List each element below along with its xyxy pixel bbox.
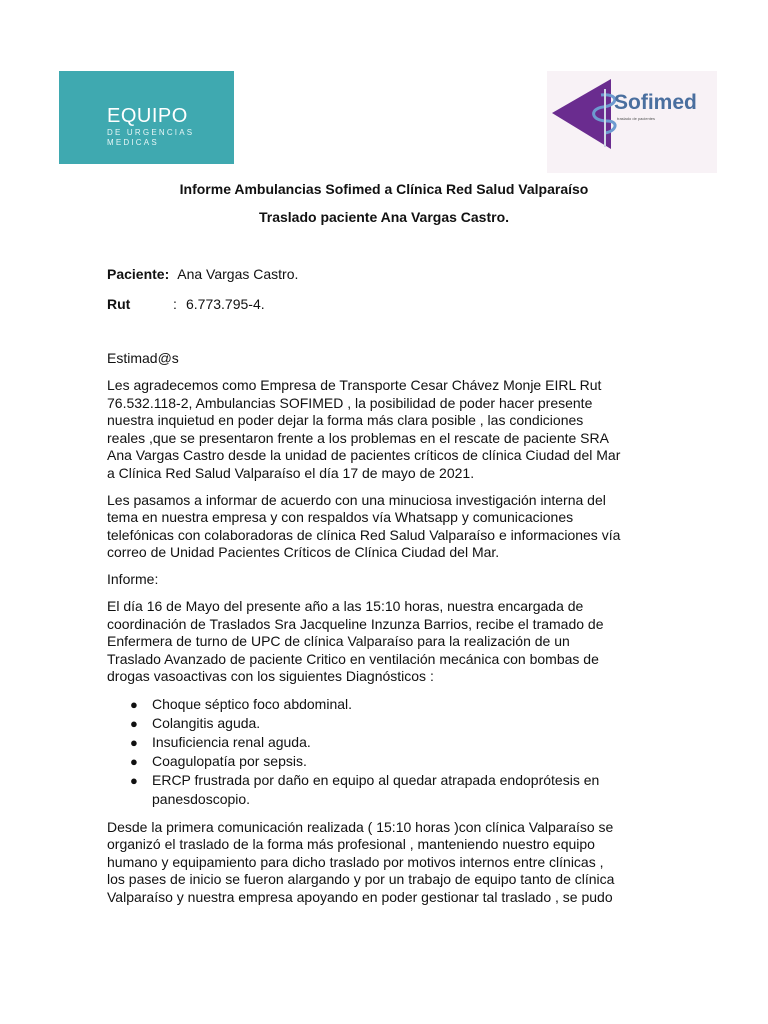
paragraph-line: telefónicas con colaboradoras de clínica Red Salud Valparaíso e informaciones vía bbox=[107, 526, 621, 543]
logo-left-brand: EQUIPO bbox=[107, 105, 188, 127]
patient-rut-label: Rut bbox=[107, 296, 131, 312]
list-item bbox=[130, 714, 667, 733]
paragraph-line: coordinación de Traslados Sra Jacqueline Inzunza Barrios, recibe el tramado de bbox=[107, 615, 604, 632]
patient-rut-separator: : bbox=[173, 296, 177, 312]
logo-equipo-urgencias bbox=[59, 71, 234, 164]
patient-name-label: Paciente: bbox=[107, 266, 170, 282]
list-item bbox=[130, 771, 667, 809]
paragraph-line: Traslado Avanzado de paciente Critico en ventilación mecánica con bombas de bbox=[107, 650, 599, 667]
paragraph-coordination bbox=[107, 819, 667, 907]
bullet-icon: ● bbox=[130, 773, 138, 788]
paragraph-report bbox=[107, 598, 667, 686]
logo-right-brand: Sofimed bbox=[614, 91, 697, 114]
patient-rut-field bbox=[107, 295, 265, 313]
paragraph-line: organizó el traslado de la forma más profesional , manteniendo nuestro equipo bbox=[107, 836, 595, 852]
paragraph-line: a Clínica Red Salud Valparaíso el día 17 de mayo de 2021. bbox=[107, 464, 475, 481]
diagnosis-list bbox=[107, 695, 667, 809]
paragraph-line: humano y equipamiento para dicho traslado por motivos internos entre clínicas , bbox=[107, 853, 604, 870]
list-item bbox=[130, 752, 667, 771]
paragraph-investigation bbox=[107, 492, 667, 562]
paragraph-line: Enfermera de turno de UPC de clínica Valparaíso para la realización de un bbox=[107, 633, 570, 649]
logo-left-subline-2: MEDICAS bbox=[107, 138, 159, 147]
greeting: Estimad@s bbox=[107, 350, 179, 366]
diagnosis-text: Coagulopatía por sepsis. bbox=[152, 753, 307, 769]
diagnosis-text-continued: panesdoscopio. bbox=[152, 791, 251, 807]
bullet-icon: ● bbox=[130, 716, 138, 731]
paragraph-line: El día 16 de Mayo del presente año a las 15:10 horas, nuestra encargada de bbox=[107, 598, 584, 614]
paragraph-line: Les agradecemos como Empresa de Transporte Cesar Chávez Monje EIRL Rut bbox=[107, 377, 602, 393]
paragraph-line: Valparaíso y nuestra empresa apoyando en poder gestionar tal traslado , se pudo bbox=[107, 888, 613, 905]
patient-name-field bbox=[107, 265, 298, 283]
list-item bbox=[130, 695, 667, 714]
paragraph-line: 76.532.118-2, Ambulancias SOFIMED , la posibilidad de poder hacer presente bbox=[107, 394, 593, 411]
diagnosis-text: ERCP frustrada por daño en equipo al quedar atrapada endoprótesis en bbox=[152, 772, 600, 788]
list-item bbox=[130, 733, 667, 752]
report-title: Informe Ambulancias Sofimed a Clínica Red Salud Valparaíso bbox=[179, 181, 589, 197]
logo-sofimed bbox=[547, 71, 717, 173]
paragraph-line: los pases de inicio se fueron alargando y por un trabajo de equipo tanto de clínica bbox=[107, 871, 615, 887]
sofimed-emblem-icon bbox=[547, 71, 717, 173]
logo-left-subline-1: DE URGENCIAS bbox=[107, 128, 195, 137]
logo-right-tagline: traslado de pacientes bbox=[617, 116, 656, 121]
patient-name-value: Ana Vargas Castro. bbox=[177, 266, 299, 282]
report-subtitle: Traslado paciente Ana Vargas Castro. bbox=[258, 209, 510, 225]
patient-rut-value: 6.773.795-4. bbox=[186, 296, 265, 312]
paragraph-thanks bbox=[107, 377, 667, 482]
paragraph-line: Les pasamos a informar de acuerdo con una minuciosa investigación interna del bbox=[107, 491, 606, 508]
informe-heading: Informe: bbox=[107, 571, 159, 587]
paragraph-line: nuestra inquietud en poder dejar la forma más clara posible , las condiciones bbox=[107, 412, 584, 428]
letter-body bbox=[107, 350, 667, 916]
bullet-icon: ● bbox=[130, 697, 138, 712]
bullet-icon: ● bbox=[130, 754, 138, 769]
paragraph-line: Desde la primera comunicación realizada ( 15:10 horas )con clínica Valparaíso se bbox=[107, 818, 614, 835]
bullet-icon: ● bbox=[130, 735, 138, 750]
diagnosis-text: Insuficiencia renal aguda. bbox=[152, 734, 311, 750]
paragraph-line: Ana Vargas Castro desde la unidad de pacientes críticos de clínica Ciudad del Mar bbox=[107, 447, 621, 463]
paragraph-line: drogas vasoactivas con los siguientes Diagnósticos : bbox=[107, 668, 434, 684]
paragraph-line: correo de Unidad Pacientes Críticos de Clínica Ciudad del Mar. bbox=[107, 544, 500, 560]
logo-left-subtitle bbox=[107, 128, 194, 148]
diagnosis-text: Colangitis aguda. bbox=[152, 715, 261, 731]
diagnosis-text: Choque séptico foco abdominal. bbox=[152, 696, 353, 712]
paragraph-line: tema en nuestra empresa y con respaldos vía Whatsapp y comunicaciones bbox=[107, 509, 574, 525]
paragraph-line: reales ,que se presentaron frente a los problemas en el rescate de paciente SRA bbox=[107, 429, 609, 446]
